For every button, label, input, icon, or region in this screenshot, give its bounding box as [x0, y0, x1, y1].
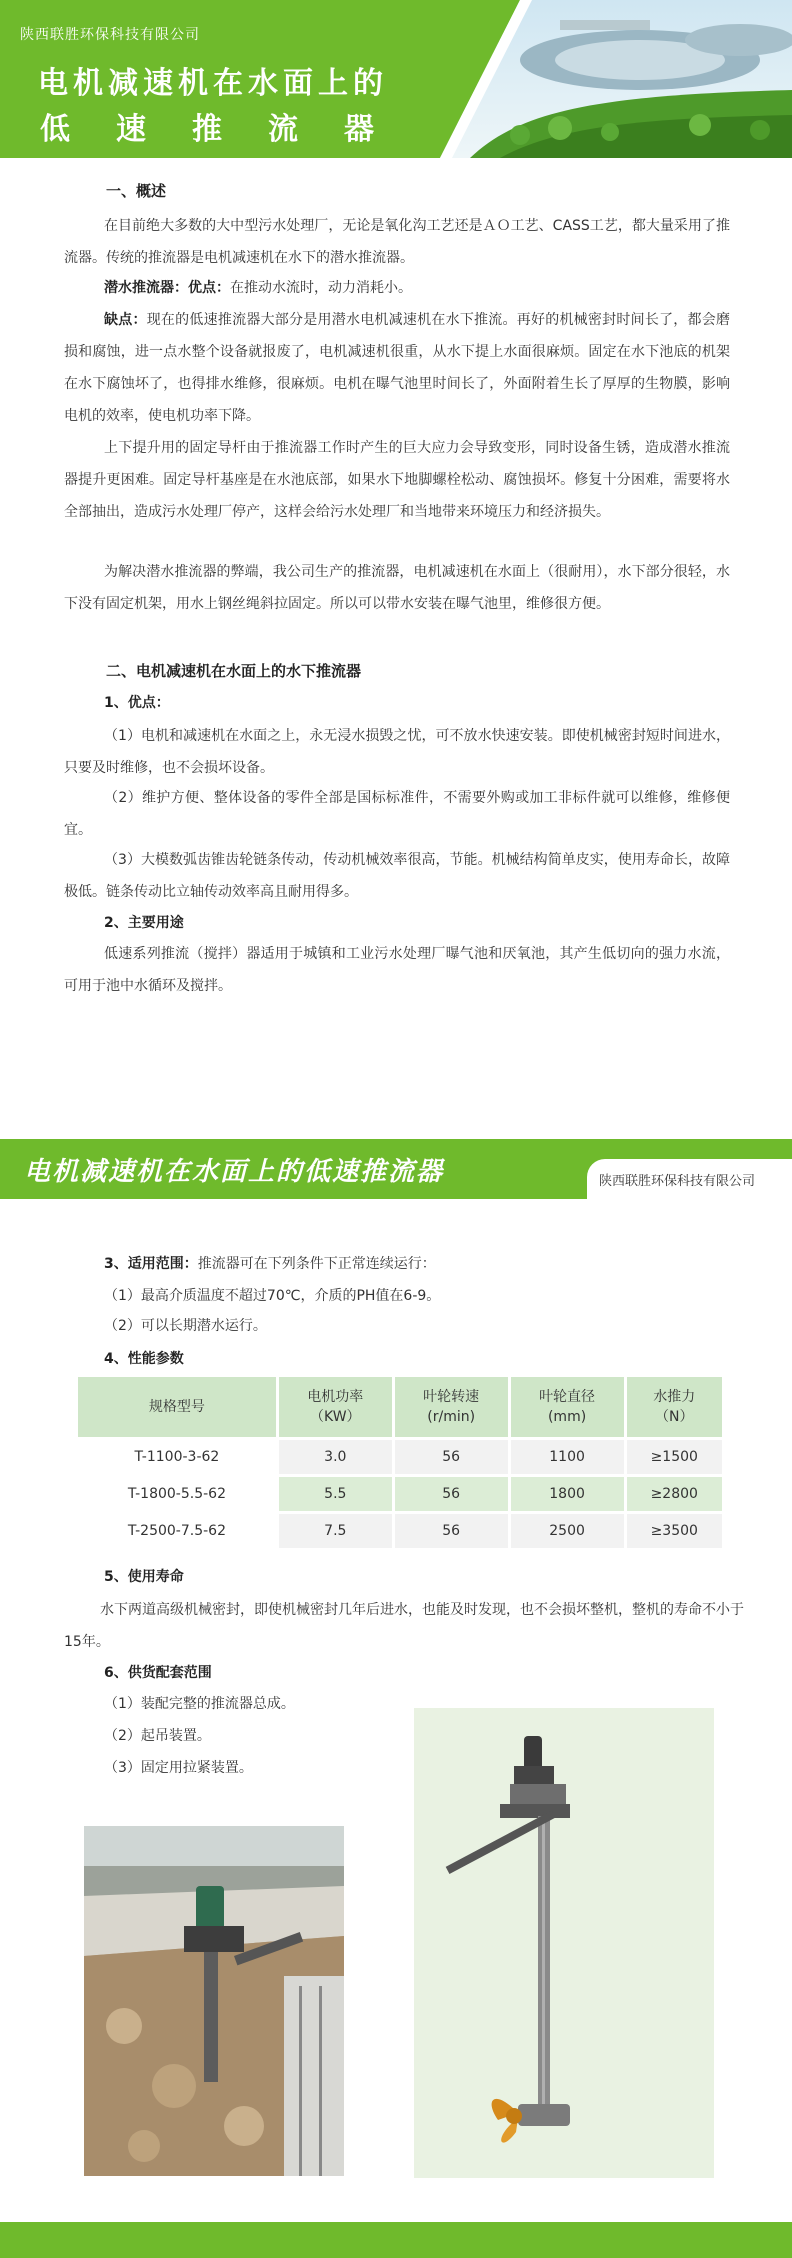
section1-paragraph-3	[64, 304, 730, 432]
cell-diameter: 2500	[511, 1514, 624, 1548]
section1-paragraph-1: 在目前绝大多数的大中型污水处理厂，无论是氧化沟工艺还是ＡＯ工艺、CASS工艺，都大量采用了推流器。传统的推流器是电机减速机在水下的潜水推流器。	[64, 218, 730, 266]
advantage-item-1: （1）电机和减速机在水面之上，永无浸水损毁之忧，可不放水快速安装。即使机械密封短时间进水，只要及时维修，也不会损坏设备。	[64, 728, 730, 776]
section1-paragraph-5: 为解决潜水推流器的弊端，我公司生产的推流器，电机减速机在水面上（很耐用），水下部分很轻，水下没有固定机架，用水上钢丝绳斜拉固定。所以可以带水安装在曝气池里，维修很方便。	[64, 564, 730, 612]
second-banner-title: 电机减速机在水面上的低速推流器	[24, 1157, 445, 1187]
cell-model: T-2500-7.5-62	[78, 1514, 276, 1548]
table-header-row	[78, 1377, 722, 1437]
table-row	[78, 1440, 722, 1474]
table-row	[78, 1514, 722, 1548]
cell-thrust: ≥1500	[627, 1440, 722, 1474]
table-row	[78, 1477, 722, 1511]
scope-label: 3、适用范围：	[104, 1256, 198, 1272]
supply-heading: 6、供货配套范围	[104, 1665, 212, 1681]
scope-text: 推流器可在下列条件下正常连续运行：	[197, 1256, 436, 1272]
installation-photo	[84, 1826, 344, 2176]
lifespan-paragraph: 水下两道高级机械密封，即使机械密封几年后进水，也能及时发现，也不会损坏整机，整机的寿命不小于15年。	[64, 1602, 744, 1650]
cell-diameter: 1800	[511, 1477, 624, 1511]
company-tab	[587, 1159, 792, 1199]
second-banner	[0, 1139, 792, 1199]
advantage-label: 潜水推流器：优点：	[104, 280, 230, 296]
header-diameter: 叶轮直径 (mm)	[511, 1377, 624, 1437]
lifespan-heading: 5、使用寿命	[104, 1569, 184, 1585]
scope-item-2: （2）可以长期潜水运行。	[104, 1318, 267, 1334]
banner-title-line1: 电机减速机在水面上的	[38, 66, 388, 101]
disadvantage-label: 缺点：	[104, 312, 147, 328]
product-photo	[414, 1708, 714, 2178]
cell-speed: 56	[395, 1440, 508, 1474]
advantages-subheading: 1、优点：	[104, 695, 170, 711]
performance-heading: 4、性能参数	[104, 1351, 184, 1367]
cell-power: 5.5	[279, 1477, 392, 1511]
header-thrust: 水推力 （N）	[627, 1377, 722, 1437]
second-banner-company: 陕西联胜环保科技有限公司	[599, 1174, 756, 1189]
section1-paragraph-2	[104, 272, 730, 304]
usage-paragraph: 低速系列推流（搅拌）器适用于城镇和工业污水处理厂曝气池和厌氧池，其产生低切向的强力水流，可用于池中水循环及搅拌。	[64, 946, 730, 994]
cell-power: 3.0	[279, 1440, 392, 1474]
header-speed: 叶轮转速 (r/min)	[395, 1377, 508, 1437]
header-power: 电机功率 （KW）	[279, 1377, 392, 1437]
advantage-item-3: （3）大模数弧齿锥齿轮链条传动，传动机械效率很高，节能。机械结构简单皮实，使用寿命长，故障极低。链条传动比立轴传动效率高且耐用得多。	[64, 852, 730, 900]
header-model: 规格型号	[78, 1377, 276, 1437]
supply-item-3: （3）固定用拉紧装置。	[104, 1760, 253, 1776]
supply-item-2: （2）起吊装置。	[104, 1728, 211, 1744]
performance-table	[75, 1374, 725, 1551]
disadvantage-text: 现在的低速推流器大部分是用潜水电机减速机在水下推流。再好的机械密封时间长了，都会磨损和腐蚀，进一点水整个设备就报废了，电机减速机很重，从水下提上水面很麻烦。固定在水下池底的机架在水下腐蚀坏了，也得排水维修，很麻烦。电机在曝气池里时间长了，外面附着生长了厚厚的生物膜，影响电机的效率，使电机功率下降。	[64, 312, 731, 424]
cell-diameter: 1100	[511, 1440, 624, 1474]
scope-line	[104, 1248, 730, 1280]
cell-speed: 56	[395, 1477, 508, 1511]
supply-item-1: （1）装配完整的推流器总成。	[104, 1696, 295, 1712]
company-name: 陕西联胜环保科技有限公司	[20, 27, 200, 43]
scope-item-1: （1）最高介质温度不超过70℃，介质的PH值在6-9。	[104, 1288, 441, 1304]
advantage-item-2: （2）维护方便、整体设备的零件全部是国标标准件，不需要外购或加工非标件就可以维修，维修便宜。	[64, 790, 730, 838]
advantage-text: 在推动水流时，动力消耗小。	[230, 280, 412, 296]
section1-heading: 一、概述	[106, 182, 167, 200]
cell-power: 7.5	[279, 1514, 392, 1548]
cell-thrust: ≥2800	[627, 1477, 722, 1511]
cell-thrust: ≥3500	[627, 1514, 722, 1548]
footer-bar	[0, 2222, 792, 2258]
top-banner	[0, 0, 792, 158]
section2-heading: 二、电机减速机在水面上的水下推流器	[106, 662, 362, 680]
cell-model: T-1100-3-62	[78, 1440, 276, 1474]
cell-speed: 56	[395, 1514, 508, 1548]
section1-paragraph-4: 上下提升用的固定导杆由于推流器工作时产生的巨大应力会导致变形，同时设备生锈，造成潜水推流器提升更困难。固定导杆基座是在水池底部，如果水下地脚螺栓松动、腐蚀损坏。修复十分困难，需要将水全部抽出，造成污水处理厂停产，这样会给污水处理厂和当地带来环境压力和经济损失。	[64, 440, 730, 520]
cell-model: T-1800-5.5-62	[78, 1477, 276, 1511]
banner-title-line2: 低速推流器	[40, 112, 420, 147]
usage-subheading: 2、主要用途	[104, 915, 184, 931]
